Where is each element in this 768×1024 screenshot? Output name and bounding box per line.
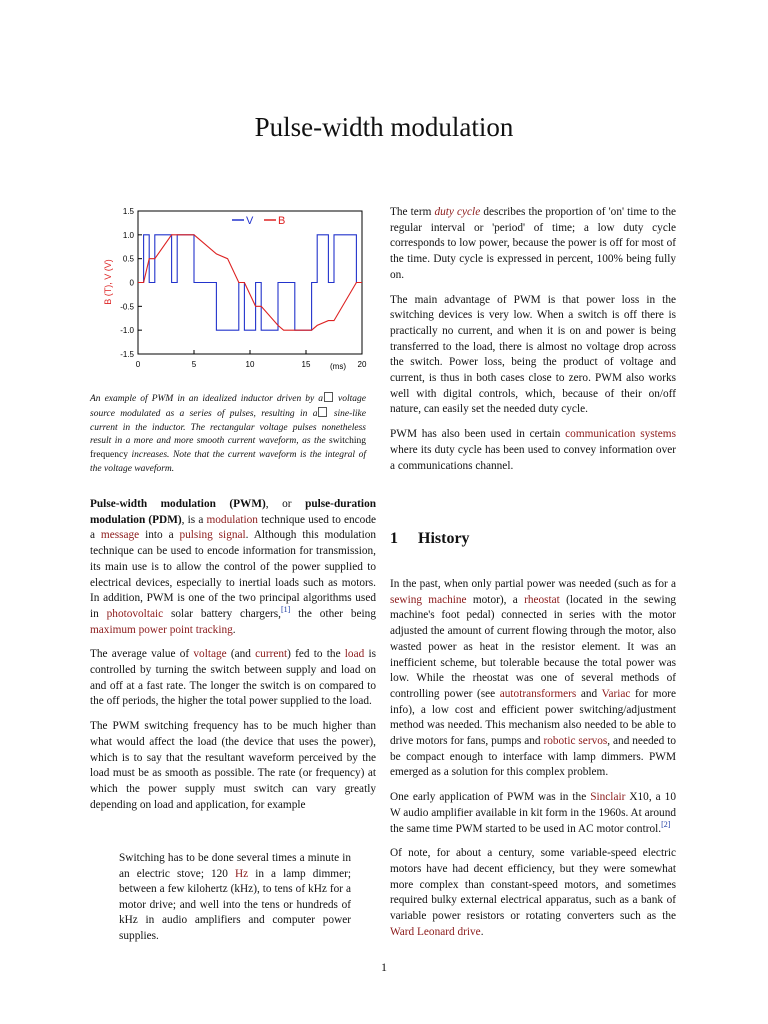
- chart-y-tick-label: -0.5: [120, 302, 134, 312]
- history-paragraph-3: Of note, for about a century, some variable-speed electric motors have had decent efficiency, but they were somewhat more complex than constant-speed motors, and sometimes required bulky external electrical apparatus, such as a bank of variable power resistors or rotating converters such as the Ward Leonard drive.: [390, 847, 676, 938]
- link-communication-systems[interactable]: communication systems: [565, 428, 676, 441]
- link-message[interactable]: message: [100, 529, 140, 542]
- communication-paragraph: PWM has also been used in certain communication systems where its duty cycle has been used to convey information over a communications channel.: [390, 428, 676, 472]
- chart-y-tick-label: -1.5: [120, 350, 134, 359]
- chart-y-tick-label: 1.5: [122, 207, 134, 216]
- link-autotransformers[interactable]: autotransformers: [499, 687, 577, 700]
- chart-x-tick-label: 10: [245, 360, 255, 369]
- figure-caption: An example of PWM in an idealized inductor driven by a voltage source modulated as a series of pulses, resulting in a sine-like current in the inductor. The rectangular voltage pulses nonetheless result in a more and more smooth current waveform, as the switching frequency increases. Note that the current waveform is the integral of the voltage waveform.: [90, 394, 367, 474]
- block-quote: Switching has to be done several times a minute in an electric stove; 120 Hz in a lamp dimmer; between a few kilohertz (kHz), to tens of kHz for a motor drive; and well into the tens or hundreds of kHz in audio amplifiers and computer power supplies.: [119, 852, 351, 942]
- link-photovoltaic[interactable]: photovoltaic: [106, 607, 164, 620]
- history-paragraph-2: One early application of PWM was in the Sinclair X10, a 10 W audio amplifier available in kit form in the 1960s. At around the same time PWM started to be used in AC motor control.[2]: [390, 791, 676, 835]
- link-ward-leonard-drive[interactable]: Ward Leonard drive: [390, 925, 481, 938]
- link-duty-cycle[interactable]: duty cycle: [434, 206, 481, 218]
- chart-x-tick-label: 15: [301, 360, 311, 369]
- legend-label-b: B: [278, 215, 286, 227]
- intro-paragraph: Pulse-width modulation (PWM), or pulse-duration modulation (PDM), is a modulation technique used to encode a message into a pulsing signal. Although this modulation technique can be used to encode information for transmission, its main use is to allow the control of the power supplied to electrical devices, especially to inertial loads such as motors. In addition, PWM is one of the two principal algorithms used in photovoltaic solar battery chargers,[1] the other being maximum power point tracking.: [90, 498, 377, 636]
- history-heading: [390, 530, 470, 548]
- inline-image-glyph: [318, 407, 327, 417]
- right-column: [390, 205, 676, 483]
- chart-x-tick-label: 5: [191, 360, 197, 369]
- history-paragraph-1: In the past, when only partial power was needed (such as for a sewing machine motor), a rheostat (located in the sewing machine's foot pedal) connected in series with the motor adjusted the amount of current flowing through the motor, also wasted power as heat in the resistor element. It was an inefficient scheme, but tolerable because the total power was low. While the rheostat was one of several methods of controlling power (see autotransformers and Variac for more info), a low cost and efficient power switching/adjustment method was needed. This mechanism also needed to be able to drive motors for fans, pumps and robotic servos, and needed to be compact enough to interface with lamp dimmers. PWM emerged as a solution for this complex problem.: [390, 578, 676, 779]
- chart-y-tick-label: 0.5: [122, 254, 134, 264]
- chart-x-tick-label: 20: [357, 360, 367, 369]
- section-title: History: [418, 530, 470, 547]
- link-pulsing-signal[interactable]: pulsing signal: [179, 529, 246, 542]
- chart-x-axis-label: (ms): [330, 362, 346, 371]
- link-sewing-machine[interactable]: sewing machine: [390, 593, 467, 606]
- link-voltage[interactable]: voltage: [193, 648, 227, 661]
- chart-series-v: [138, 235, 362, 330]
- page-number: 1: [381, 960, 387, 974]
- link-modulation[interactable]: modulation: [206, 513, 258, 526]
- link-rheostat[interactable]: rheostat: [524, 593, 560, 606]
- chart-y-axis-label: B (T), V (V): [103, 259, 113, 305]
- link-variac[interactable]: Variac: [601, 687, 631, 700]
- pwm-chart: [92, 203, 382, 375]
- advantage-paragraph: The main advantage of PWM is that power loss in the switching devices is very low. When a switch is off there is practically no current, and when it is on and power is being transferred to the load, there is almost no voltage drop across the switch. Power loss, being the product of voltage and current, is thus in both cases close to zero. PWM also works well with digital controls, which, because of their on/off nature, can easily set the needed duty cycle.: [390, 293, 676, 416]
- link-sinclair[interactable]: Sinclair: [590, 791, 626, 804]
- inline-image-glyph: [324, 392, 333, 402]
- chart-y-tick-label: -1.0: [120, 326, 134, 336]
- link-current[interactable]: current: [255, 648, 288, 661]
- left-column: [90, 497, 376, 822]
- chart-y-tick-label: 1.0: [122, 230, 134, 240]
- average-value-paragraph: The average value of voltage (and current) fed to the load is controlled by turning the switch between supply and load on and off at a fast rate. The longer the switch is on compared to the off periods, the higher the total power supplied to the load.: [90, 648, 376, 708]
- chart-y-tick-label: 0: [129, 278, 134, 288]
- chart-x-tick-label: 0: [135, 360, 141, 369]
- switching-frequency-paragraph: The PWM switching frequency has to be much higher than what would affect the load (the device that uses the power), which is to say that the resultant waveform perceived by the load must be as smooth as possible. The rate (or frequency) at which the power supply must switch can vary greatly depending on load and application, for example: [90, 720, 376, 811]
- section-number: 1: [390, 530, 398, 547]
- legend-label-v: V: [246, 215, 254, 227]
- link-hz[interactable]: Hz: [234, 867, 249, 880]
- chart-legend: [229, 213, 295, 227]
- link-load[interactable]: load: [344, 648, 365, 661]
- link-maximum-power-point-tracking[interactable]: maximum power point tracking: [90, 623, 233, 636]
- reference-1[interactable]: [1]: [280, 605, 291, 615]
- page-title: Pulse-width modulation: [254, 112, 514, 142]
- link-robotic-servos[interactable]: robotic servos: [543, 735, 608, 748]
- reference-2[interactable]: [2]: [661, 819, 671, 829]
- history-section: [390, 577, 676, 949]
- duty-cycle-paragraph: The term duty cycle describes the proportion of 'on' time to the regular interval or 'period' of time; a low duty cycle corresponds to low power, because the power is off for most of the time. Duty cycle is expressed in percent, 100% being fully on.: [390, 206, 676, 281]
